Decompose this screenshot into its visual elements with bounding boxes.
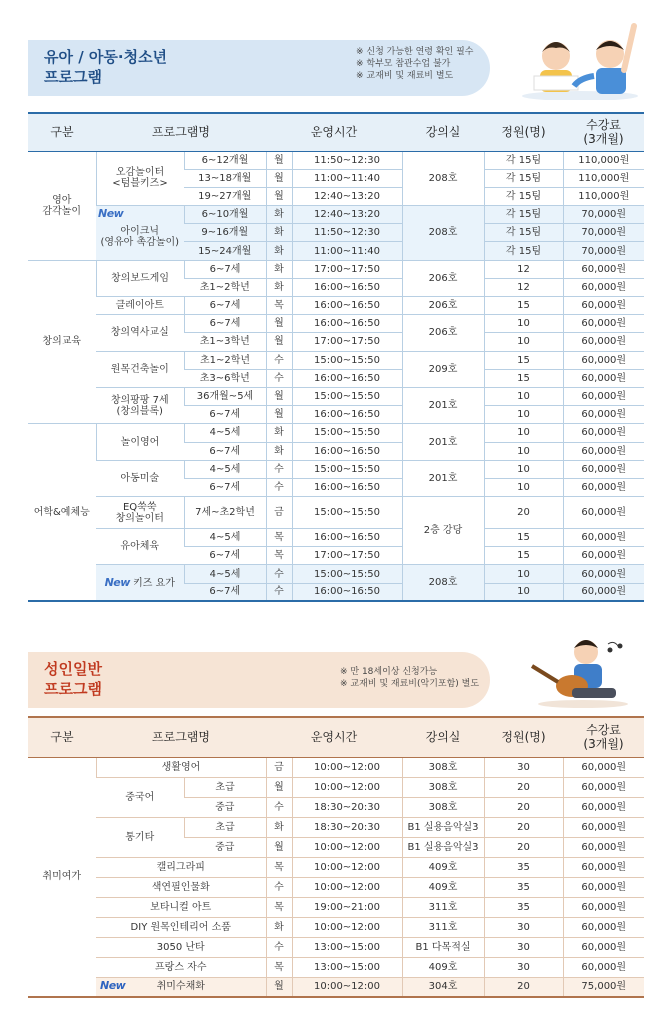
age-cell: 초3~6학년 xyxy=(184,369,266,387)
age-cell: 4~5세 xyxy=(184,424,266,442)
fee-cell: 60,000원 xyxy=(563,278,644,296)
fee-cell: 60,000원 xyxy=(563,565,644,583)
fee-cell: 70,000원 xyxy=(563,242,644,260)
time-cell: 16:00~16:50 xyxy=(292,406,402,424)
fee-cell: 60,000원 xyxy=(563,837,644,857)
capacity-cell: 각 15팀 xyxy=(484,151,563,169)
table-row xyxy=(28,151,644,169)
header-time: 운영시간 xyxy=(266,113,402,151)
time-cell: 16:00~16:50 xyxy=(292,478,402,496)
room-cell: B1 실용음악실3 xyxy=(402,817,484,837)
fee-cell: 110,000원 xyxy=(563,187,644,205)
time-cell: 16:00~16:50 xyxy=(292,369,402,387)
fee-cell: 60,000원 xyxy=(563,877,644,897)
fee-cell: 60,000원 xyxy=(563,857,644,877)
age-cell: 초1~2학년 xyxy=(184,278,266,296)
program-name: 캘리그라피 xyxy=(96,857,266,877)
day-cell: 월 xyxy=(266,387,292,405)
time-cell: 10:00~12:00 xyxy=(292,837,402,857)
day-cell: 금 xyxy=(266,497,292,529)
time-cell: 17:00~17:50 xyxy=(292,547,402,565)
age-cell: 7세~초2학년 xyxy=(184,497,266,529)
time-cell: 17:00~17:50 xyxy=(292,260,402,278)
capacity-cell: 10 xyxy=(484,460,563,478)
room-cell: 208호 xyxy=(402,565,484,601)
table-header xyxy=(28,717,644,757)
fee-cell: 60,000원 xyxy=(563,424,644,442)
fee-cell: 110,000원 xyxy=(563,151,644,169)
fee-cell: 60,000원 xyxy=(563,817,644,837)
day-cell: 수 xyxy=(266,797,292,817)
category-cell: 창의교육 xyxy=(28,260,96,424)
program-name: 오감놀이터 <텀블키즈> xyxy=(96,151,184,206)
age-cell: 13~18개월 xyxy=(184,169,266,187)
day-cell: 화 xyxy=(266,917,292,937)
program-name: 유아체육 xyxy=(96,529,184,565)
table-row xyxy=(28,757,644,777)
day-cell: 월 xyxy=(266,169,292,187)
time-cell: 17:00~17:50 xyxy=(292,333,402,351)
capacity-cell: 20 xyxy=(484,777,563,797)
capacity-cell: 20 xyxy=(484,817,563,837)
capacity-cell: 15 xyxy=(484,369,563,387)
table-row xyxy=(28,897,644,917)
program-name: EQ쑥쑥 창의놀이터 xyxy=(96,497,184,529)
table-header xyxy=(28,113,644,151)
time-cell: 18:30~20:30 xyxy=(292,817,402,837)
program-name: 놀이영어 xyxy=(96,424,184,460)
time-cell: 16:00~16:50 xyxy=(292,442,402,460)
capacity-cell: 10 xyxy=(484,387,563,405)
day-cell: 월 xyxy=(266,406,292,424)
header-room: 강의실 xyxy=(402,113,484,151)
program-name: DIY 원목인테리어 소품 xyxy=(96,917,266,937)
table-row xyxy=(28,937,644,957)
day-cell: 화 xyxy=(266,442,292,460)
age-cell: 6~7세 xyxy=(184,583,266,601)
fee-cell: 60,000원 xyxy=(563,387,644,405)
day-cell: 화 xyxy=(266,206,292,224)
age-cell: 19~27개월 xyxy=(184,187,266,205)
capacity-cell: 10 xyxy=(484,315,563,333)
time-cell: 10:00~12:00 xyxy=(292,757,402,777)
room-cell: 206호 xyxy=(402,315,484,351)
capacity-cell: 35 xyxy=(484,857,563,877)
table-row xyxy=(28,260,644,278)
fee-cell: 60,000원 xyxy=(563,937,644,957)
age-cell: 4~5세 xyxy=(184,529,266,547)
age-cell: 4~5세 xyxy=(184,565,266,583)
header-program: 프로그램명 xyxy=(96,113,266,151)
adult-program-banner xyxy=(28,652,490,708)
category-cell: 취미여가 xyxy=(28,757,96,997)
capacity-cell: 15 xyxy=(484,351,563,369)
age-cell: 4~5세 xyxy=(184,460,266,478)
category-cell: 어학&예체능 xyxy=(28,424,96,602)
age-cell: 초1~2학년 xyxy=(184,351,266,369)
time-cell: 16:00~16:50 xyxy=(292,529,402,547)
day-cell: 화 xyxy=(266,278,292,296)
day-cell: 목 xyxy=(266,957,292,977)
table-row xyxy=(28,315,644,333)
fee-cell: 60,000원 xyxy=(563,529,644,547)
capacity-cell: 10 xyxy=(484,583,563,601)
capacity-cell: 각 15팀 xyxy=(484,187,563,205)
fee-cell: 75,000원 xyxy=(563,977,644,997)
time-cell: 11:00~11:40 xyxy=(292,242,402,260)
level-cell: 중급 xyxy=(184,797,266,817)
room-cell: 409호 xyxy=(402,957,484,977)
adult-notes: ※ 만 18세이상 신청가능 ※ 교재비 및 재료비(악기포함) 별도 xyxy=(340,666,479,690)
age-cell: 36개월~5세 xyxy=(184,387,266,405)
header-capacity: 정원(명) xyxy=(484,717,563,757)
capacity-cell: 30 xyxy=(484,917,563,937)
fee-cell: 60,000원 xyxy=(563,777,644,797)
day-cell: 월 xyxy=(266,315,292,333)
room-cell: 208호 xyxy=(402,206,484,261)
new-badge: New xyxy=(98,207,124,221)
table-row xyxy=(28,777,644,797)
category-cell: 영아 감각놀이 xyxy=(28,151,96,260)
fee-cell: 60,000원 xyxy=(563,406,644,424)
capacity-cell: 20 xyxy=(484,977,563,997)
fee-cell: 60,000원 xyxy=(563,369,644,387)
room-cell: 311호 xyxy=(402,917,484,937)
day-cell: 수 xyxy=(266,937,292,957)
day-cell: 목 xyxy=(266,529,292,547)
fee-cell: 60,000원 xyxy=(563,497,644,529)
day-cell: 월 xyxy=(266,187,292,205)
fee-cell: 60,000원 xyxy=(563,757,644,777)
fee-cell: 60,000원 xyxy=(563,957,644,977)
table-row xyxy=(28,917,644,937)
header-capacity: 정원(명) xyxy=(484,113,563,151)
time-cell: 11:00~11:40 xyxy=(292,169,402,187)
age-cell: 6~7세 xyxy=(184,406,266,424)
time-cell: 15:00~15:50 xyxy=(292,424,402,442)
age-cell: 6~7세 xyxy=(184,478,266,496)
table-row xyxy=(28,565,644,583)
day-cell: 월 xyxy=(266,777,292,797)
capacity-cell: 10 xyxy=(484,424,563,442)
time-cell: 16:00~16:50 xyxy=(292,583,402,601)
program-name: 색연필인물화 xyxy=(96,877,266,897)
fee-cell: 60,000원 xyxy=(563,460,644,478)
day-cell: 월 xyxy=(266,837,292,857)
capacity-cell: 20 xyxy=(484,837,563,857)
room-cell: 308호 xyxy=(402,777,484,797)
room-cell: B1 실용음악실3 xyxy=(402,837,484,857)
time-cell: 16:00~16:50 xyxy=(292,278,402,296)
time-cell: 15:00~15:50 xyxy=(292,351,402,369)
capacity-cell: 30 xyxy=(484,937,563,957)
time-cell: 18:30~20:30 xyxy=(292,797,402,817)
room-cell: 201호 xyxy=(402,424,484,460)
time-cell: 16:00~16:50 xyxy=(292,315,402,333)
adult-program-table xyxy=(28,716,644,998)
table-row xyxy=(28,424,644,442)
youth-program-banner xyxy=(28,40,490,96)
age-cell: 6~7세 xyxy=(184,547,266,565)
time-cell: 15:00~15:50 xyxy=(292,460,402,478)
age-cell: 6~7세 xyxy=(184,260,266,278)
capacity-cell: 각 15팀 xyxy=(484,169,563,187)
fee-cell: 70,000원 xyxy=(563,206,644,224)
header-fee: 수강료 (3개월) xyxy=(563,717,644,757)
day-cell: 월 xyxy=(266,333,292,351)
day-cell: 화 xyxy=(266,424,292,442)
time-cell: 12:40~13:20 xyxy=(292,206,402,224)
time-cell: 13:00~15:00 xyxy=(292,937,402,957)
fee-cell: 60,000원 xyxy=(563,333,644,351)
day-cell: 화 xyxy=(266,817,292,837)
room-cell: 311호 xyxy=(402,897,484,917)
adult-program-title: 성인일반 프로그램 xyxy=(44,660,102,698)
fee-cell: 60,000원 xyxy=(563,797,644,817)
room-cell: 206호 xyxy=(402,260,484,296)
time-cell: 10:00~12:00 xyxy=(292,777,402,797)
age-cell: 6~7세 xyxy=(184,297,266,315)
youth-notes: ※ 신청 가능한 연령 확인 필수 ※ 학부모 참관수업 불가 ※ 교재비 및 재료비 별도 xyxy=(356,46,473,82)
day-cell: 월 xyxy=(266,151,292,169)
table-row xyxy=(28,857,644,877)
time-cell: 16:00~16:50 xyxy=(292,297,402,315)
table-row xyxy=(28,817,644,837)
fee-cell: 60,000원 xyxy=(563,547,644,565)
program-name-cell xyxy=(96,565,184,601)
capacity-cell: 35 xyxy=(484,897,563,917)
room-cell: 304호 xyxy=(402,977,484,997)
day-cell: 수 xyxy=(266,460,292,478)
age-cell: 초1~3학년 xyxy=(184,333,266,351)
capacity-cell: 12 xyxy=(484,260,563,278)
day-cell: 수 xyxy=(266,478,292,496)
program-name: 아이크닉 (영유아 촉감놀이) xyxy=(100,225,180,248)
capacity-cell: 10 xyxy=(484,442,563,460)
new-badge: New xyxy=(100,979,126,992)
time-cell: 10:00~12:00 xyxy=(292,977,402,997)
day-cell: 금 xyxy=(266,757,292,777)
day-cell: 목 xyxy=(266,897,292,917)
level-cell: 중급 xyxy=(184,837,266,857)
program-name: 클레이아트 xyxy=(96,297,184,315)
age-cell: 6~10개월 xyxy=(184,206,266,224)
time-cell: 11:50~12:30 xyxy=(292,224,402,242)
capacity-cell: 각 15팀 xyxy=(484,224,563,242)
room-cell: 409호 xyxy=(402,877,484,897)
capacity-cell: 10 xyxy=(484,406,563,424)
room-cell: B1 다목적실 xyxy=(402,937,484,957)
fee-cell: 60,000원 xyxy=(563,897,644,917)
room-cell: 308호 xyxy=(402,797,484,817)
time-cell: 19:00~21:00 xyxy=(292,897,402,917)
capacity-cell: 30 xyxy=(484,957,563,977)
level-cell: 초급 xyxy=(184,777,266,797)
day-cell: 목 xyxy=(266,547,292,565)
program-name: 통기타 xyxy=(96,817,184,857)
age-cell: 9~16개월 xyxy=(184,224,266,242)
fee-cell: 60,000원 xyxy=(563,583,644,601)
program-name: 창의보드게임 xyxy=(96,260,184,296)
youth-program-table xyxy=(28,112,644,602)
fee-cell: 60,000원 xyxy=(563,297,644,315)
room-cell: 209호 xyxy=(402,351,484,387)
table-row xyxy=(28,529,644,547)
fee-cell: 60,000원 xyxy=(563,478,644,496)
table-row xyxy=(28,877,644,897)
program-name: 아동미술 xyxy=(96,460,184,496)
guitar-player-illustration xyxy=(528,632,638,708)
table-row xyxy=(28,497,644,529)
program-name: 원목건축놀이 xyxy=(96,351,184,387)
header-fee: 수강료 (3개월) xyxy=(563,113,644,151)
capacity-cell: 20 xyxy=(484,797,563,817)
header-program: 프로그램명 xyxy=(96,717,266,757)
day-cell: 화 xyxy=(266,242,292,260)
capacity-cell: 30 xyxy=(484,757,563,777)
room-cell: 206호 xyxy=(402,297,484,315)
room-cell: 201호 xyxy=(402,387,484,423)
table-row xyxy=(28,351,644,369)
day-cell: 화 xyxy=(266,224,292,242)
time-cell: 11:50~12:30 xyxy=(292,151,402,169)
fee-cell: 70,000원 xyxy=(563,224,644,242)
room-cell: 308호 xyxy=(402,757,484,777)
capacity-cell: 10 xyxy=(484,333,563,351)
fee-cell: 60,000원 xyxy=(563,442,644,460)
day-cell: 목 xyxy=(266,857,292,877)
time-cell: 10:00~12:00 xyxy=(292,917,402,937)
program-name: 키즈 요가 xyxy=(133,577,175,589)
fee-cell: 60,000원 xyxy=(563,351,644,369)
room-cell: 201호 xyxy=(402,460,484,496)
capacity-cell: 15 xyxy=(484,529,563,547)
day-cell: 수 xyxy=(266,877,292,897)
age-cell: 6~7세 xyxy=(184,442,266,460)
capacity-cell: 15 xyxy=(484,297,563,315)
table-row xyxy=(28,460,644,478)
time-cell: 10:00~12:00 xyxy=(292,877,402,897)
program-name: 프랑스 자수 xyxy=(96,957,266,977)
room-cell: 2층 강당 xyxy=(402,497,484,565)
program-name: 생활영어 xyxy=(96,757,266,777)
time-cell: 10:00~12:00 xyxy=(292,857,402,877)
header-category: 구분 xyxy=(28,113,96,151)
capacity-cell: 10 xyxy=(484,565,563,583)
program-name: 창의역사교실 xyxy=(96,315,184,351)
youth-program-title: 유아 / 아동·청소년 프로그램 xyxy=(44,48,168,86)
age-cell: 6~12개월 xyxy=(184,151,266,169)
program-name: 중국어 xyxy=(96,777,184,817)
room-cell: 409호 xyxy=(402,857,484,877)
time-cell: 15:00~15:50 xyxy=(292,387,402,405)
children-reading-illustration xyxy=(520,18,645,100)
room-cell: 208호 xyxy=(402,151,484,206)
header-time: 운영시간 xyxy=(266,717,402,757)
program-name-cell xyxy=(96,206,184,261)
new-badge: New xyxy=(104,575,130,589)
capacity-cell: 12 xyxy=(484,278,563,296)
day-cell: 목 xyxy=(266,297,292,315)
table-row xyxy=(28,957,644,977)
program-name: 창의팡팡 7세 (창의블록) xyxy=(96,387,184,423)
fee-cell: 60,000원 xyxy=(563,315,644,333)
header-category: 구분 xyxy=(28,717,96,757)
day-cell: 수 xyxy=(266,351,292,369)
fee-cell: 110,000원 xyxy=(563,169,644,187)
capacity-cell: 10 xyxy=(484,478,563,496)
age-cell: 15~24개월 xyxy=(184,242,266,260)
day-cell: 화 xyxy=(266,260,292,278)
time-cell: 12:40~13:20 xyxy=(292,187,402,205)
table-row xyxy=(28,387,644,405)
capacity-cell: 20 xyxy=(484,497,563,529)
header-room: 강의실 xyxy=(402,717,484,757)
day-cell: 월 xyxy=(266,977,292,997)
day-cell: 수 xyxy=(266,369,292,387)
table-row xyxy=(28,206,644,224)
capacity-cell: 35 xyxy=(484,877,563,897)
time-cell: 15:00~15:50 xyxy=(292,497,402,529)
day-cell: 수 xyxy=(266,583,292,601)
level-cell: 초급 xyxy=(184,817,266,837)
time-cell: 13:00~15:00 xyxy=(292,957,402,977)
time-cell: 15:00~15:50 xyxy=(292,565,402,583)
capacity-cell: 15 xyxy=(484,547,563,565)
program-name: 취미수채화 xyxy=(96,977,266,997)
table-row xyxy=(28,297,644,315)
capacity-cell: 각 15팀 xyxy=(484,242,563,260)
age-cell: 6~7세 xyxy=(184,315,266,333)
fee-cell: 60,000원 xyxy=(563,917,644,937)
program-name: 3050 난타 xyxy=(96,937,266,957)
fee-cell: 60,000원 xyxy=(563,260,644,278)
day-cell: 수 xyxy=(266,565,292,583)
capacity-cell: 각 15팀 xyxy=(484,206,563,224)
program-name: 보타니컬 아트 xyxy=(96,897,266,917)
